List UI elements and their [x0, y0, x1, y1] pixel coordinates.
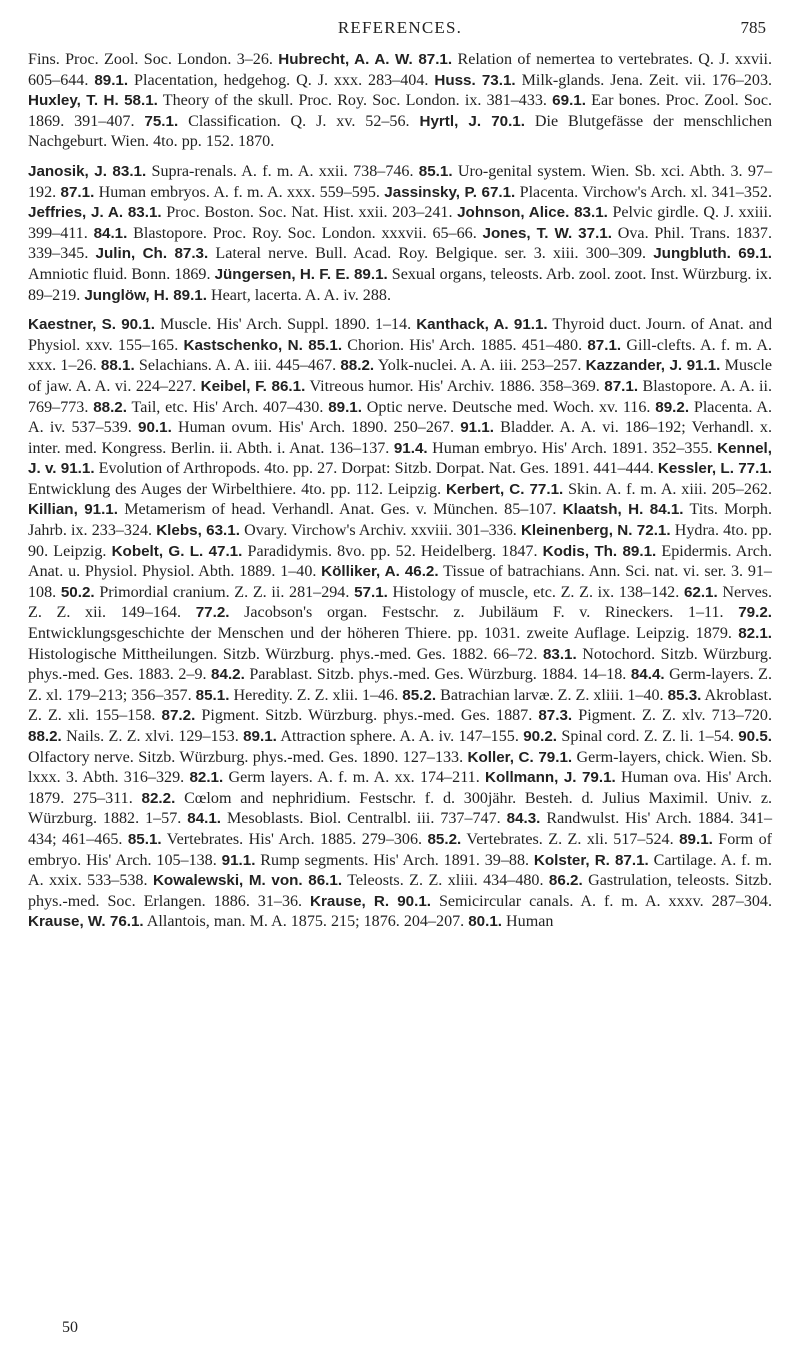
reference-text: Form of embryo. His' Arch. 105–138.	[28, 830, 773, 869]
reference-author-entry: 87.1.	[60, 183, 95, 201]
reference-author-entry: Jungbluth. 69.1.	[653, 245, 773, 263]
reference-author-entry: 90.2.	[523, 728, 557, 745]
reference-author-entry: Kazzander, J. 91.1.	[585, 357, 721, 375]
reference-author-entry: 89.2.	[655, 398, 690, 416]
reference-text: Hydra. 4to. pp. 90. Leipzig.	[28, 522, 772, 560]
reference-paragraph	[28, 315, 772, 933]
reference-text: Ovary. Virchow's Archiv. xxviii. 301–336.	[239, 522, 521, 540]
reference-author-entry: Koller, C. 79.1.	[467, 748, 573, 766]
reference-text: Metamerism of head. Verhandl. Anat. Ges. v. München. 85–107.	[117, 501, 563, 519]
reference-author-entry: 89.1.	[94, 71, 129, 89]
reference-author-entry: 80.1.	[468, 913, 502, 931]
reference-author-entry: 85.2.	[427, 830, 462, 848]
reference-author-entry: Jones, T. W. 37.1.	[482, 224, 612, 242]
reference-text: Semicircular canals. A. f. m. A. xxxv. 287–304.	[431, 892, 772, 910]
reference-text: Human embryo. His' Arch. 1891. 352–355.	[427, 439, 718, 457]
reference-author-entry: Kollmann, J. 79.1.	[484, 769, 616, 787]
reference-text: Pigment. Sitzb. Würzburg. phys.-med. Ges. 1887.	[195, 707, 539, 725]
reference-author-entry: Huxley, T. H. 58.1.	[28, 92, 158, 110]
reference-text: Notochord. Sitzb. Würzburg. phys.-med. Ges. 1883. 2–9.	[28, 645, 773, 684]
reference-text: Relation of nemertea to vertebrates. Q. J. xxvii. 605–644.	[28, 51, 773, 89]
reference-author-entry: 86.2.	[548, 872, 583, 890]
reference-author-entry: 84.4.	[630, 666, 665, 684]
reference-author-entry: 87.1.	[604, 377, 639, 395]
reference-text: Randwulst. His' Arch. 1884. 341–434; 461–465.	[28, 810, 772, 848]
reference-author-entry: 82.1.	[189, 769, 224, 787]
reference-author-entry: 84.1.	[187, 810, 222, 828]
reference-author-entry: Hubrecht, A. A. W. 87.1.	[278, 51, 453, 68]
reference-text: Theory of the skull. Proc. Roy. Soc. London. ix. 381–433.	[157, 92, 553, 110]
reference-text: Gill-clefts. A. f. m. A. xxx. 1–26.	[28, 336, 772, 375]
reference-author-entry: 85.1.	[418, 162, 453, 180]
reference-text: Human embryos. A. f. m. A. xxx. 559–595.	[94, 183, 385, 201]
reference-text: Skin. A. f. m. A. xiii. 205–262.	[563, 480, 772, 498]
reference-text: Human ovum. His' Arch. 1890. 250–267.	[171, 419, 461, 437]
reference-author-entry: 88.2.	[340, 357, 375, 375]
reference-text: Epidermis. Arch. Anat. u. Physiol. Physiol. Abth. 1889. 1–40.	[28, 542, 773, 581]
reference-text: Muscle of jaw. A. A. vi. 224–227.	[28, 357, 773, 395]
reference-text: Gastrulation, teleosts. Sitzb. phys.-med. Soc. Erlangen. 1886. 31–36.	[28, 872, 772, 910]
reference-text: Allantois, man. M. A. 1875. 215; 1876. 204–207.	[143, 913, 469, 931]
reference-text: Batrachian larvæ. Z. Z. xliii. 1–40.	[436, 686, 668, 704]
reference-author-entry: 57.1.	[354, 583, 388, 601]
reference-text: Blastopore. A. A. ii. 769–773.	[28, 377, 773, 416]
reference-text: Vitreous humor. His' Archiv. 1886. 358–369.	[305, 377, 605, 395]
reference-paragraph	[28, 50, 772, 153]
reference-author-entry: Krause, W. 76.1.	[28, 913, 144, 931]
reference-author-entry: 83.1.	[542, 645, 577, 663]
reference-author-entry: 75.1.	[144, 112, 179, 130]
reference-text: Histologische Mittheilungen. Sitzb. Würzburg. phys.-med. Ges. 1882. 66–72.	[28, 645, 543, 663]
reference-author-entry: 88.2.	[28, 728, 62, 745]
reference-text: Selachians. A. A. iii. 445–467.	[134, 357, 341, 375]
reference-text: Germ layers. A. f. m. A. xx. 174–211.	[223, 769, 485, 787]
reference-author-entry: Kastschenko, N. 85.1.	[183, 336, 343, 354]
reference-text: Tail, etc. His' Arch. 407–430.	[126, 398, 329, 416]
reference-text: Classification. Q. J. xv. 52–56.	[178, 112, 420, 130]
page-header	[28, 10, 772, 44]
reference-text: Mesoblasts. Biol. Centralbl. iii. 737–747.	[221, 810, 507, 828]
reference-text: Jacobson's organ. Festschr. z. Jubiläum F. v. Rineckers. 1–11.	[229, 604, 739, 622]
reference-author-entry: Kennel, J. v. 91.1.	[28, 439, 772, 478]
reference-text: Germ-layers, chick. Wien. Sb. lxxx. 3. Abth. 316–329.	[28, 748, 772, 787]
reference-author-entry: 90.5.	[738, 728, 772, 745]
reference-author-entry: Kerbert, C. 77.1.	[445, 480, 564, 498]
reference-text: Primordial cranium. Z. Z. ii. 281–294.	[94, 583, 355, 601]
reference-text: Attraction sphere. A. A. iv. 147–155.	[276, 728, 524, 745]
reference-author-entry: Huss. 73.1.	[434, 71, 516, 89]
reference-author-entry: 91.4.	[393, 439, 428, 457]
reference-text: Tits. Morph. Jahrb. ix. 233–324.	[28, 501, 772, 540]
reference-text: Entwicklung des Auges der Wirbelthiere. 4to. pp. 112. Leipzig.	[28, 480, 446, 498]
reference-author-entry: Kaestner, S. 90.1.	[28, 316, 155, 334]
reference-author-entry: 84.1.	[93, 224, 128, 242]
reference-text: Nails. Z. Z. xlvi. 129–153.	[61, 728, 244, 745]
reference-author-entry: Klebs, 63.1.	[156, 522, 240, 540]
reference-text: Cœlom and nephridium. Festschr. f. d. 300jähr. Besteh. d. Julius Maximil. Univ. z. Würzburg. 1882. 1–57.	[28, 789, 772, 828]
reference-author-entry: Kölliker, A. 46.2.	[321, 563, 439, 581]
reference-author-entry: 85.2.	[402, 686, 437, 704]
reference-author-entry: 69.1.	[552, 92, 586, 110]
reference-author-entry: 88.1.	[100, 357, 135, 375]
reference-text: Sexual organs, teleosts. Arb. zool. zoot. Inst. Würzburg. ix. 89–219.	[28, 265, 773, 304]
reference-text: Yolk-nuclei. A. A. iii. 253–257.	[374, 357, 586, 375]
reference-author-entry: 82.1.	[738, 625, 772, 643]
reference-text: Heredity. Z. Z. xlii. 1–46.	[229, 686, 403, 704]
reference-author-entry: 91.1.	[460, 419, 494, 437]
reference-text: Optic nerve. Deutsche med. Woch. xv. 116.	[361, 398, 656, 416]
reference-text: Fins. Proc. Zool. Soc. London. 3–26.	[28, 51, 279, 68]
reference-author-entry: 88.2.	[93, 398, 127, 416]
reference-text: Spinal cord. Z. Z. li. 1–54.	[557, 728, 739, 745]
reference-text: Blastopore. Proc. Roy. Soc. London. xxxvii. 65–66.	[127, 224, 483, 242]
reference-text: Bladder. A. A. vi. 186–192; Verhandl. x. inter. med. Kongress. Berlin. ii. Abth. i. Anat. 136–137.	[28, 419, 772, 457]
reference-author-entry: Jassinsky, P. 67.1.	[384, 183, 516, 201]
reference-author-entry: Klaatsh, H. 84.1.	[562, 501, 684, 519]
reference-text: Pelvic girdle. Q. J. xxiii. 399–411.	[28, 204, 773, 242]
reference-text: Akroblast. Z. Z. xli. 155–158.	[28, 686, 773, 725]
reference-text: Die Blutgefässe der menschlichen Nachgeburt. Wien. 4to. pp. 152. 1870.	[28, 112, 773, 151]
reference-author-entry: Kolster, R. 87.1.	[533, 851, 649, 869]
reference-author-entry: Kowalewski, M. von. 86.1.	[152, 872, 343, 890]
running-title: REFERENCES.	[337, 18, 463, 37]
reference-text: Paradidymis. 8vo. pp. 52. Heidelberg. 1847.	[242, 542, 543, 560]
reference-text: Parablast. Sitzb. phys.-med. Ges. Würzburg. 1884. 14–18.	[244, 666, 631, 684]
reference-author-entry: 89.1.	[679, 830, 713, 848]
reference-author-entry: Killian, 91.1.	[28, 501, 118, 519]
reference-text: Pigment. Z. Z. xlv. 713–720.	[572, 707, 772, 725]
reference-author-entry: Julin, Ch. 87.3.	[95, 245, 209, 263]
reference-text: Evolution of Arthropods. 4to. pp. 27. Dorpat: Sitzb. Dorpat. Nat. Ges. 1891. 441–444.	[94, 460, 658, 478]
reference-author-entry: Kodis, Th. 89.1.	[542, 542, 657, 560]
reference-author-entry: 85.1.	[195, 686, 230, 704]
reference-text: Entwicklungsgeschichte der Menschen und der höheren Thiere. pp. 1031. zweite Auflage. Leipzig. 1879.	[28, 625, 739, 643]
reference-text: Thyroid duct. Journ. of Anat. and Physiol. xxv. 155–165.	[28, 316, 773, 354]
reference-author-entry: 89.1.	[243, 728, 277, 745]
reference-author-entry: 79.2.	[738, 604, 773, 622]
reference-author-entry: 84.3.	[506, 810, 541, 828]
reference-author-entry: Jüngersen, H. F. E. 89.1.	[214, 265, 388, 283]
reference-author-entry: Jeffries, J. A. 83.1.	[28, 204, 162, 222]
reference-author-entry: Junglöw, H. 89.1.	[84, 286, 207, 304]
reference-text: Ear bones. Proc. Zool. Soc. 1869. 391–407.	[28, 92, 772, 130]
reference-text: Placenta. A. A. iv. 537–539.	[28, 398, 773, 437]
reference-text: Cartilage. A. f. m. A. xxix. 533–538.	[28, 851, 772, 890]
reference-author-entry: Keibel, F. 86.1.	[200, 377, 306, 395]
reference-author-entry: Hyrtl, J. 70.1.	[419, 112, 525, 130]
reference-text: Nerves. Z. Z. xii. 149–164.	[28, 583, 773, 622]
reference-author-entry: 62.1.	[683, 583, 718, 601]
reference-author-entry: 82.2.	[141, 789, 176, 807]
reference-text: Olfactory nerve. Sitzb. Würzburg. phys.-med. Ges. 1890. 127–133.	[28, 748, 468, 766]
reference-author-entry: Kobelt, G. L. 47.1.	[111, 542, 243, 560]
reference-text: Germ-layers. Z. Z. xl. 179–213; 356–357.	[28, 666, 772, 704]
reference-text: Chorion. His' Arch. 1885. 451–480.	[342, 336, 588, 354]
reference-author-entry: Kleinenberg, N. 72.1.	[520, 522, 671, 540]
reference-text: Amniotic fluid. Bonn. 1869.	[28, 265, 215, 283]
page-number: 785	[740, 18, 766, 37]
reference-text: Human	[502, 913, 554, 931]
reference-author-entry: 85.1.	[127, 830, 162, 848]
reference-text: Rump segments. His' Arch. 1891. 39–88.	[255, 851, 534, 869]
reference-author-entry: 87.1.	[587, 336, 622, 354]
reference-text: Uro-genital system. Wien. Sb. xci. Abth. 3. 97–192.	[28, 162, 772, 201]
reference-text: Teleosts. Z. Z. xliii. 434–480.	[342, 872, 549, 890]
reference-author-entry: 90.1.	[138, 419, 172, 437]
reference-text: Lateral nerve. Bull. Acad. Roy. Belgique. ser. 3. xiii. 300–309.	[208, 245, 654, 263]
reference-author-entry: 89.1.	[328, 398, 362, 416]
reference-author-entry: 77.2.	[195, 604, 230, 622]
reference-text: Muscle. His' Arch. Suppl. 1890. 1–14.	[154, 316, 417, 334]
reference-paragraph	[28, 162, 772, 306]
reference-text: Heart, lacerta. A. A. iv. 288.	[206, 286, 391, 304]
reference-text: Tissue of batrachians. Ann. Sci. nat. vi. ser. 3. 91–108.	[28, 563, 772, 601]
reference-text: Ova. Phil. Trans. 1837. 339–345.	[28, 224, 772, 263]
reference-text: Histology of muscle, etc. Z. Z. ix. 138–142.	[387, 583, 684, 601]
reference-author-entry: 50.2.	[60, 583, 95, 601]
reference-text: Milk-glands. Jena. Zeit. vii. 176–203.	[515, 71, 773, 89]
reference-text: Vertebrates. His' Arch. 1885. 279–306.	[161, 830, 428, 848]
reference-author-entry: 91.1.	[221, 851, 256, 869]
reference-text: Supra-renals. A. f. m. A. xxii. 738–746.	[146, 162, 419, 180]
signature-mark: 50	[62, 1319, 78, 1336]
reference-author-entry: Krause, R. 90.1.	[310, 892, 431, 910]
reference-author-entry: Janosik, J. 83.1.	[28, 162, 147, 180]
reference-author-entry: 85.3.	[667, 686, 702, 704]
reference-author-entry: 87.2.	[161, 707, 196, 725]
reference-text: Vertebrates. Z. Z. xli. 517–524.	[461, 830, 680, 848]
reference-author-entry: 87.3.	[538, 707, 573, 725]
reference-text: Human ova. His' Arch. 1879. 275–311.	[28, 769, 773, 807]
reference-text: Placentation, hedgehog. Q. J. xxx. 283–404.	[128, 71, 435, 89]
reference-author-entry: Kessler, L. 77.1.	[657, 460, 772, 478]
reference-list	[28, 50, 772, 933]
reference-author-entry: Johnson, Alice. 83.1.	[457, 204, 608, 222]
reference-author-entry: 84.2.	[211, 666, 245, 684]
reference-text: Placenta. Virchow's Arch. xl. 341–352.	[515, 183, 773, 201]
reference-text: Proc. Boston. Soc. Nat. Hist. xxii. 203–241.	[161, 204, 458, 222]
reference-author-entry: Kanthack, A. 91.1.	[416, 316, 548, 334]
